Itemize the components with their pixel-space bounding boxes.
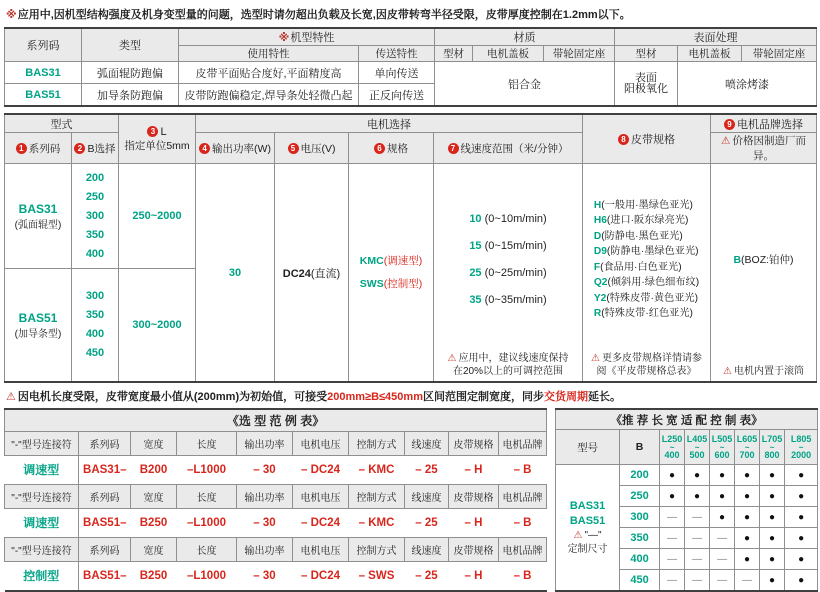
compat-mark: — (685, 528, 710, 549)
top-note (6, 6, 816, 22)
spec-options: KMC(调速型) SWS(控制型) (349, 164, 434, 383)
header-voltage: 5 电压(V) (275, 133, 349, 164)
compat-mark: ● (785, 465, 818, 486)
voltage-value: DC24(直流) (275, 164, 349, 383)
header-type: 类型 (82, 28, 179, 62)
compat-mark: ● (760, 486, 785, 507)
header-b-select: 2 B选择 (72, 133, 119, 164)
circled-6-icon: 6 (374, 143, 385, 154)
compat-mark: — (660, 570, 685, 592)
bas51-b-options: 300 350 400 450 (72, 269, 119, 383)
surface-paint-value: 喷涂烤漆 (678, 62, 817, 107)
header-motor-brand: 9 电机品牌选择 (711, 114, 817, 133)
compat-mark: ● (660, 486, 685, 507)
compat-mark: ● (735, 528, 760, 549)
header-transfer-feature: 传送特性 (359, 46, 435, 62)
warning-icon: ⚠ (573, 529, 583, 541)
header-series-code: 系列码 (5, 28, 82, 62)
circled-2-icon: 2 (74, 143, 85, 154)
warning-icon: ⚠ (591, 353, 600, 364)
header-line-speed: 7 线速度范围（米/分钟） (434, 133, 583, 164)
ordering-table (4, 113, 817, 383)
compat-mark: — (710, 570, 735, 592)
header-use-feature: 使用特性 (179, 46, 359, 62)
compat-mark: ● (735, 507, 760, 528)
example-row-2: 调速型 BAS51– B250 –L1000 – 30 – DC24 – KMC – 25 – H – B (5, 508, 547, 537)
material-value: 铝合金 (435, 62, 615, 107)
compat-model-cell: BAS31 BAS51 ⚠ "—" 定制尺寸 (556, 465, 620, 592)
series-code-bas51: BAS51 (5, 84, 82, 107)
compat-mark: — (685, 570, 710, 592)
transfer-feature-bas31: 单向传送 (359, 62, 435, 84)
example-header-row: "-"型号连接符 系列码 宽度 长度 输出功率 电机电压 控制方式 线速度 皮带规格 电机品牌 (5, 431, 547, 455)
compat-mark: ● (735, 549, 760, 570)
compat-mark: — (660, 528, 685, 549)
series-spec-table (4, 27, 817, 107)
header-length: 3 L 指定单位5mm (119, 114, 196, 164)
type-bas51: 加导条防跑偏 (82, 84, 179, 107)
header-motor-group: 电机选择 (196, 114, 583, 133)
compat-mark: ● (760, 465, 785, 486)
motor-brand-note: ⚠ 电机内置于滚筒 (723, 365, 804, 377)
warning-icon: ⚠ (447, 353, 457, 364)
compat-mark: ● (735, 465, 760, 486)
header-group-features-label: 机型特性 (290, 32, 335, 44)
header-material-motor-cover: 电机盖板 (473, 46, 544, 62)
line-speed-options: 10 (0~10m/min) 15 (0~15m/min) 25 (0~25m/min) 35 (0~35m/min) ⚠ 应用中，建议线速度保持 在20%以上的可调控范围 (434, 164, 583, 383)
header-material-profile: 型材 (435, 46, 473, 62)
header-group-features (179, 28, 435, 46)
compat-mark: ● (685, 486, 710, 507)
compat-header-b: B (620, 430, 660, 465)
circled-4-icon: 4 (199, 143, 210, 154)
circled-8-icon: 8 (618, 134, 629, 145)
example-header-row: "-"型号连接符 系列码 宽度 长度 输出功率 电机电压 控制方式 线速度 皮带规格 电机品牌 (5, 484, 547, 508)
compat-table (555, 408, 818, 592)
compat-header-l5: L705 ~ 800 (760, 430, 785, 465)
use-feature-bas31: 皮带平面贴合度好,平面精度高 (179, 62, 359, 84)
compat-mark: ● (785, 486, 818, 507)
compat-header-l3: L505 ~ 600 (710, 430, 735, 465)
selection-example-table (4, 408, 547, 592)
example-row-1: 调速型 BAS31– B200 –L1000 – 30 – DC24 – KMC – 25 – H – B (5, 455, 547, 484)
belt-spec-options: H(一般用·墨绿色亚光) H6(进口·阪东绿亮光) D(防静电·黑色亚光) D9(防静电·墨绿色亚光) F(食品用·白色亚光) Q2(倾斜用·绿色细布纹) Y2(特殊皮带·黄色亚光) R(特殊皮带·红色亚光) ⚠ 更多皮带规格详情请参 阅《平皮带规格总表》 (583, 164, 711, 383)
warning-icon: ⚠ (721, 135, 731, 147)
bottom-tables (4, 408, 816, 592)
header-surface-motor-cover: 电机盖板 (678, 46, 742, 62)
use-feature-bas51: 皮带防跑偏稳定,焊导条处轻微凸起 (179, 84, 359, 107)
circled-9-icon: 9 (724, 119, 735, 130)
header-group-material: 材质 (435, 28, 615, 46)
header-surface-profile: 型材 (615, 46, 678, 62)
circled-1-icon: 1 (16, 143, 27, 154)
compat-row-250: 250 ● ● ● ● ● ● (556, 486, 818, 507)
compat-mark: ● (660, 465, 685, 486)
compat-row-300: 300 — — ● ● ● ● (556, 507, 818, 528)
header-brand-note: ⚠ 价格因制造厂而异。 (711, 133, 817, 164)
belt-spec-note: ⚠ 更多皮带规格详情请参 阅《平皮带规格总表》 (591, 353, 702, 377)
compat-row-400: 400 — — — ● ● ● (556, 549, 818, 570)
header-series: 1 系列码 (5, 133, 72, 164)
compat-mark: ● (710, 465, 735, 486)
compat-mark: — (710, 528, 735, 549)
compat-mark: ● (710, 486, 735, 507)
bas31-b-options: 200 250 300 350 400 (72, 164, 119, 269)
reference-mark: ※ (6, 9, 17, 21)
motor-brand-value: B(BOZ:铂仲) ⚠ 电机内置于滚筒 (711, 164, 817, 383)
compat-mark: ● (785, 549, 818, 570)
compat-header-l6: L805 ~ 2000 (785, 430, 818, 465)
compat-mark: ● (760, 549, 785, 570)
header-spec: 6 规格 (349, 133, 434, 164)
compat-mark: — (685, 507, 710, 528)
compat-row-450: 450 — — — — ● ● (556, 570, 818, 592)
header-surface-pulley-seat: 带轮固定座 (742, 46, 817, 62)
compat-mark: ● (760, 570, 785, 592)
compat-mark: — (660, 507, 685, 528)
circled-3-icon: 3 (147, 126, 158, 137)
header-group-surface: 表面处理 (615, 28, 817, 46)
example-row-3: 控制型 BAS51– B250 –L1000 – 30 – DC24 – SWS – 25 – H – B (5, 561, 547, 591)
bas31-length-range: 250~2000 (119, 164, 196, 269)
compat-header-model: 型号 (556, 430, 620, 465)
type-bas31: 弧面辊防跑偏 (82, 62, 179, 84)
circled-5-icon: 5 (288, 143, 299, 154)
reference-mark: ※ (278, 32, 290, 44)
bas51-length-range: 300~2000 (119, 269, 196, 383)
compat-mark: ● (685, 465, 710, 486)
output-power-value: 30 (196, 164, 275, 383)
compat-mark: ● (760, 528, 785, 549)
belt-width-note: ⚠ 因电机长度受限，皮带宽度最小值从(200mm)为初始值，可接受200mm≥B≤450mm区间范围定制宽度，同步交货周期延长。 (6, 391, 621, 403)
line-speed-note: ⚠ 应用中，建议线速度保持 在20%以上的可调控范围 (447, 353, 569, 377)
compat-mark: — (685, 549, 710, 570)
series-code-bas31: BAS31 (5, 62, 82, 84)
example-header-row: "-"型号连接符 系列码 宽度 长度 输出功率 电机电压 控制方式 线速度 皮带规格 电机品牌 (5, 537, 547, 561)
bas31-code-cell: BAS31 (弧面辊型) (5, 164, 72, 269)
compat-mark: — (660, 549, 685, 570)
compat-mark: — (710, 549, 735, 570)
header-material-pulley-seat: 带轮固定座 (544, 46, 615, 62)
compat-mark: ● (760, 507, 785, 528)
compat-mark: — (735, 570, 760, 592)
circled-7-icon: 7 (448, 143, 459, 154)
bas51-code-cell: BAS51 (加导条型) (5, 269, 72, 383)
compat-row-200: BAS31 BAS51 ⚠ "—" 定制尺寸 200 ● ● ● ● ● ● (556, 465, 818, 486)
top-note-text: 应用中,因机型结构强度及机身变型量的问题，选型时请勿超出负载及长宽,因皮带转弯半径受限，皮带厚度控制在1.2mm以下。 (17, 9, 631, 21)
compat-mark: ● (710, 507, 735, 528)
compat-row-350: 350 — — — ● ● ● (556, 528, 818, 549)
compat-mark: ● (785, 528, 818, 549)
compat-mark: ● (785, 570, 818, 592)
compat-mark: ● (735, 486, 760, 507)
header-output-power: 4 输出功率(W) (196, 133, 275, 164)
compat-header-l4: L605 ~ 700 (735, 430, 760, 465)
example-table-title: 《选 型 范 例 表》 (5, 409, 547, 431)
header-length-unit: 指定单位5mm (124, 139, 190, 152)
compat-mark: ● (785, 507, 818, 528)
transfer-feature-bas51: 正反向传送 (359, 84, 435, 107)
header-model-group: 型式 (5, 114, 119, 133)
warning-icon: ⚠ (723, 365, 732, 377)
warning-icon: ⚠ (6, 391, 16, 403)
compat-table-title: 《推 荐 长 宽 适 配 控 制 表》 (556, 409, 818, 430)
header-belt-spec: 8 皮带规格 (583, 114, 711, 164)
compat-header-l1: L250 ~ 400 (660, 430, 685, 465)
surface-profile-value: 表面 阳极氧化 (615, 62, 678, 107)
compat-header-l2: L405 ~ 500 (685, 430, 710, 465)
